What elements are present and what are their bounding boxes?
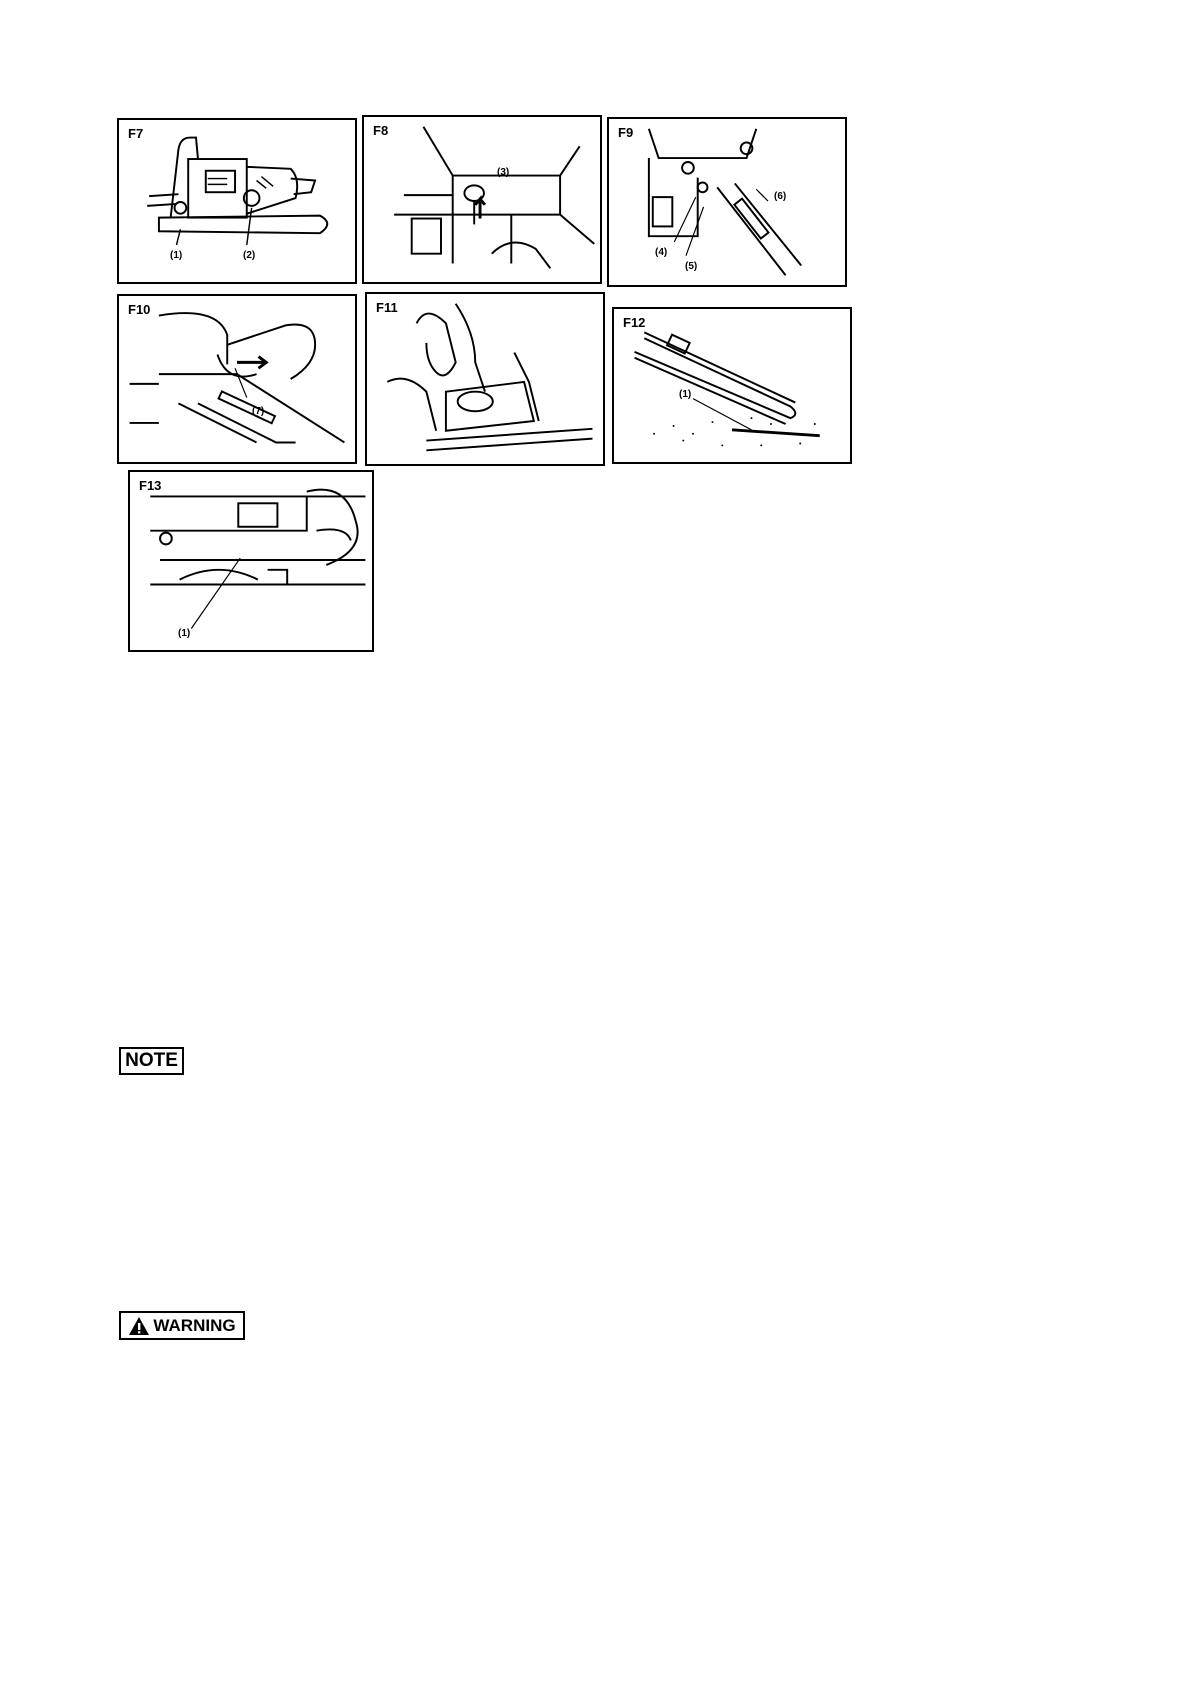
figure-label: F8 <box>373 123 389 138</box>
bar-mount-illustration <box>609 119 845 285</box>
figure-f13 <box>128 470 374 652</box>
hands-adjusting-illustration <box>367 294 603 464</box>
figure-f7 <box>117 118 357 284</box>
figure-label: F9 <box>618 125 634 140</box>
callout-1: (1) <box>178 628 191 639</box>
warning-badge <box>119 1311 245 1340</box>
oil-cap-illustration <box>364 117 600 282</box>
callout-1: (1) <box>170 250 183 261</box>
callout-3: (3) <box>497 167 510 178</box>
figure-f12 <box>612 307 852 464</box>
note-label: NOTE <box>125 1050 178 1071</box>
note-badge <box>119 1047 184 1075</box>
figure-f10 <box>117 294 357 464</box>
chain-oil-spray-illustration <box>614 309 850 462</box>
callout-1: (1) <box>679 389 692 400</box>
figure-label: F10 <box>128 302 151 317</box>
callout-4: (4) <box>655 247 668 258</box>
callout-7: (7) <box>252 406 265 417</box>
callout-6: (6) <box>774 191 787 202</box>
figure-f8 <box>362 115 602 284</box>
figure-f9 <box>607 117 847 287</box>
chain-brake-illustration <box>130 472 372 650</box>
figure-f11 <box>365 292 605 466</box>
warning-triangle-icon <box>128 1316 150 1336</box>
callout-2: (2) <box>243 250 256 261</box>
figure-label: F12 <box>623 315 646 330</box>
tension-screw-illustration <box>119 296 355 462</box>
chainsaw-side-illustration <box>119 120 355 282</box>
figure-label: F11 <box>376 300 398 315</box>
figure-label: F13 <box>139 478 162 493</box>
figure-label: F7 <box>128 126 144 141</box>
warning-label: WARNING <box>153 1315 236 1335</box>
callout-5: (5) <box>685 261 698 272</box>
